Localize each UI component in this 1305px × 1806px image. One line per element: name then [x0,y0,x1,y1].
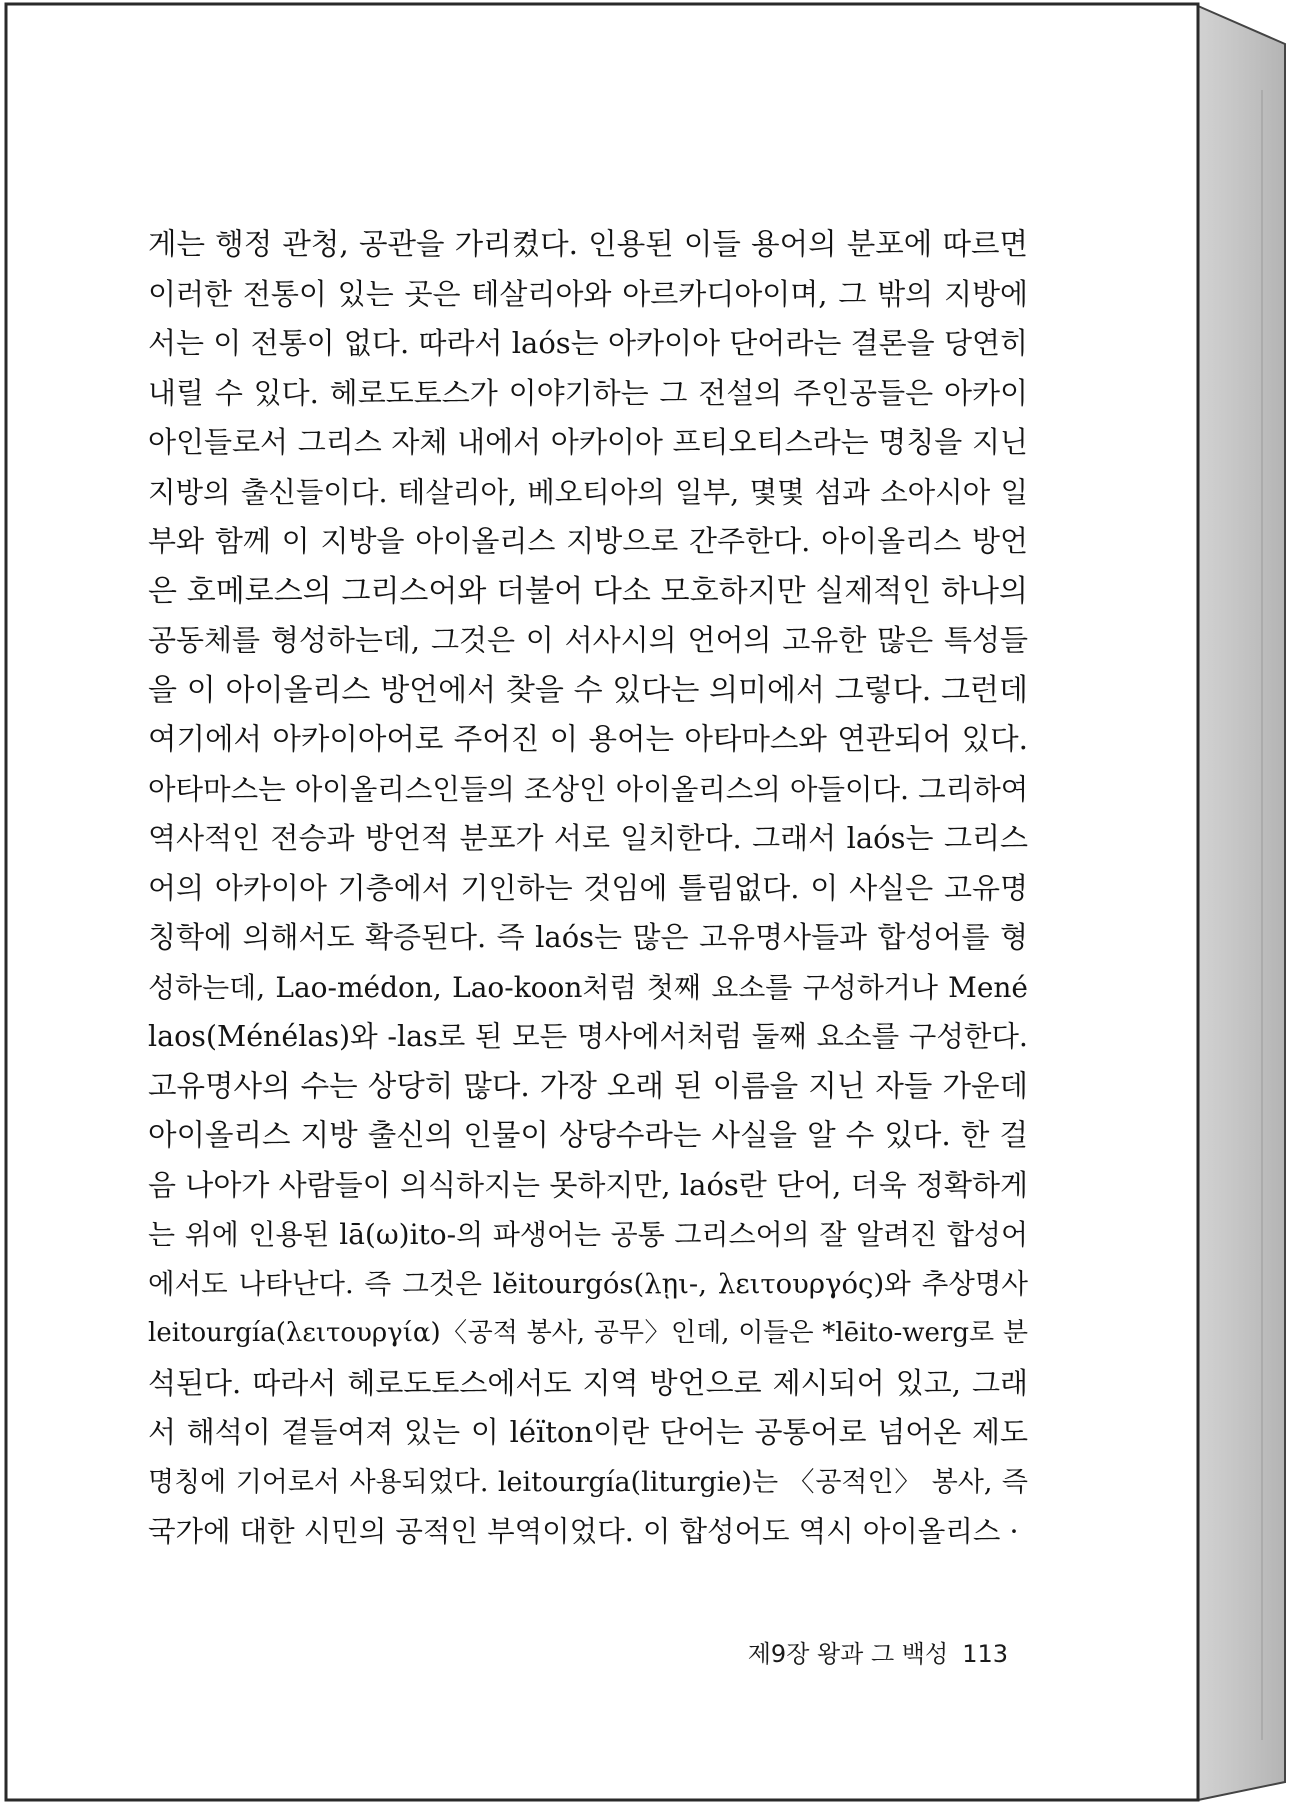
text-line: 음 나아가 사람들이 의식하지는 못하지만, laós란 단어, 더욱 정확하게 [148,1167,1028,1202]
footer-chapter-title: 제9장 왕과 그 백성 [747,1640,949,1668]
text-line: 부와 함께 이 지방을 아이올리스 지방으로 간주한다. 아이올리스 방언 [148,524,1028,558]
text-line: 게는 행정 관청, 공관을 가리켰다. 인용된 이들 용어의 분포에 따르면 [148,227,1028,261]
running-footer [708,1634,1008,1669]
text-line: 아인들로서 그리스 자체 내에서 아카이아 프티오티스라는 명칭을 지닌 [148,425,1028,459]
text-line: 을 이 아이올리스 방언에서 찾을 수 있다는 의미에서 그렇다. 그런데 [148,672,1028,708]
body-text [148,220,1028,1557]
book-page [8,6,1198,1798]
text-line: 에서도 나타난다. 즉 그것은 lĕitourgós(λῃι-, λειτουργός)와 추상명사 [148,1267,1028,1300]
text-line: 는 위에 인용된 lā(ω)ito-의 파생어는 공통 그리스어의 잘 알려진 합성어 [148,1218,1028,1251]
text-line: 아이올리스 지방 출신의 인물이 상당수라는 사실을 알 수 있다. 한 걸 [148,1118,1028,1152]
text-line: 여기에서 아카이아어로 주어진 이 용어는 아타마스와 연관되어 있다. [148,722,1028,756]
text-line: leitourgía(λειτουργία)〈공적 봉사, 공무〉인데, 이들은 *lēito-werg로 분 [148,1318,1028,1348]
text-line: 지방의 출신들이다. 테살리아, 베오티아의 일부, 몇몇 섬과 소아시아 일 [148,475,1028,509]
text-line: 성하는데, Lao-médon, Lao-koon처럼 첫째 요소를 구성하거나 Mené [148,970,1028,1004]
text-line: 석된다. 따라서 헤로도토스에서도 지역 방언으로 제시되어 있고, 그래 [148,1365,1028,1400]
text-line: 내릴 수 있다. 헤로도토스가 이야기하는 그 전설의 주인공들은 아카이 [148,375,1028,410]
text-line: 아타마스는 아이올리스인들의 조상인 아이올리스의 아들이다. 그리하여 [148,772,1029,806]
page-edge-shadow [1198,6,1285,1800]
text-line: 고유명사의 수는 상당히 많다. 가장 오래 된 이름을 지닌 자들 가운데 [148,1068,1028,1103]
text-line: 명칭에 기어로서 사용되었다. leitourgía(liturgie)는 〈공적인〉 봉사, 즉 [148,1466,1028,1498]
text-line: 서는 이 전통이 없다. 따라서 laós는 아카이아 단어라는 결론을 당연히 [148,326,1028,360]
text-line: 공동체를 형성하는데, 그것은 이 서사시의 언어의 고유한 많은 특성들 [148,623,1028,657]
text-line: laos(Ménélas)와 -las로 된 모든 명사에서처럼 둘째 요소를 구성한다. [148,1020,1028,1053]
page-number: 113 [962,1640,1008,1668]
text-line: 은 호메로스의 그리스어와 더불어 다소 모호하지만 실제적인 하나의 [148,573,1028,609]
text-line: 서 해석이 곁들여져 있는 이 léïton이란 단어는 공통어로 넘어온 제도 [148,1415,1028,1449]
text-line: 칭학에 의해서도 확증된다. 즉 laós는 많은 고유명사들과 합성어를 형 [148,920,1028,954]
text-line: 어의 아카이아 기층에서 기인하는 것임에 틀림없다. 이 사실은 고유명 [148,870,1028,905]
text-line: 국가에 대한 시민의 공적인 부역이었다. 이 합성어도 역시 아이올리스 · [148,1515,1019,1548]
text-line: 역사적인 전승과 방언적 분포가 서로 일치한다. 그래서 laós는 그리스 [148,821,1028,855]
text-line: 이러한 전통이 있는 곳은 테살리아와 아르카디아이며, 그 밖의 지방에 [148,276,1028,311]
